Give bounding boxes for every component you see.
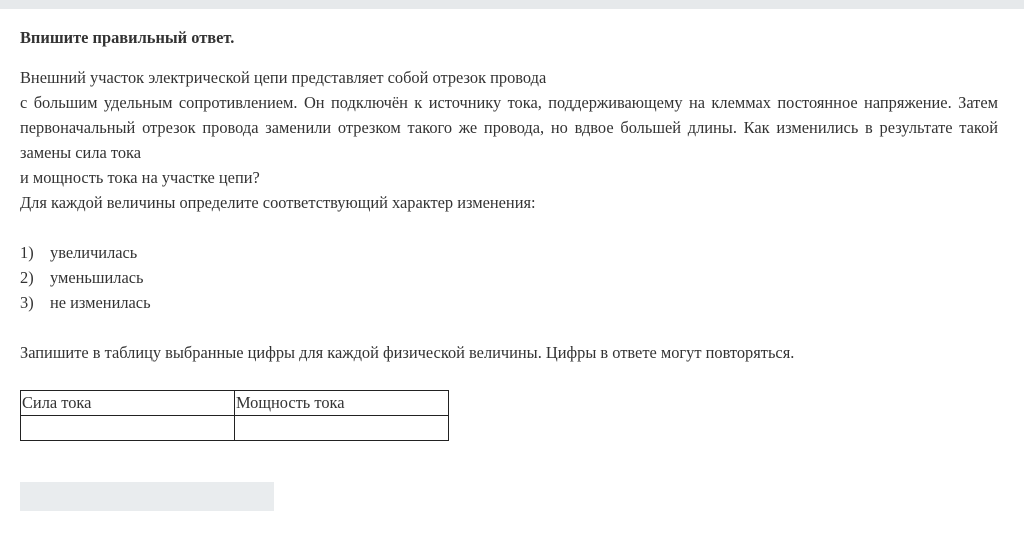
instruction-text: Запишите в таблицу выбранные цифры для каждой физической величины. Цифры в ответе могут повторяться. [20,343,795,362]
header-power: Мощность тока [235,391,449,416]
options-list [20,240,998,315]
table-row [21,416,449,441]
problem-line-1: Внешний участок электрической цепи представляет собой отрезок провода [20,68,547,87]
problem-line-4: Для каждой величины определите соответствующий характер изменения: [20,193,536,212]
problem-text [20,65,998,215]
option-text: увеличилась [50,243,138,262]
option-text: уменьшилась [50,268,144,287]
header-current: Сила тока [21,391,235,416]
option-number: 3) [20,293,34,312]
cell-current-value[interactable] [22,416,233,440]
problem-line-3: и мощность тока на участке цепи? [20,168,260,187]
option-number: 1) [20,243,34,262]
cell-power-value[interactable] [236,416,447,440]
list-item [20,265,998,290]
list-item [20,240,998,265]
option-number: 2) [20,268,34,287]
list-item [20,290,998,315]
top-band [0,0,1024,9]
task-container [20,26,998,365]
spacer [20,215,998,240]
task-title: Впишите правильный ответ. [20,28,235,47]
answer-table [20,390,449,441]
cell-current-answer[interactable] [21,416,235,441]
table-row [21,391,449,416]
option-text: не изменилась [50,293,151,312]
problem-line-2: с большим удельным сопротивлением. Он подключён к источнику тока, поддерживающему на клеммах постоянное напряжение. Затем первоначальный отрезок провода заменили отрезком такого же провода, но вдвое большей длины. Как изменились в результате такой замены сила тока [20,93,998,162]
cell-power-answer[interactable] [235,416,449,441]
answer-input[interactable] [20,482,274,511]
